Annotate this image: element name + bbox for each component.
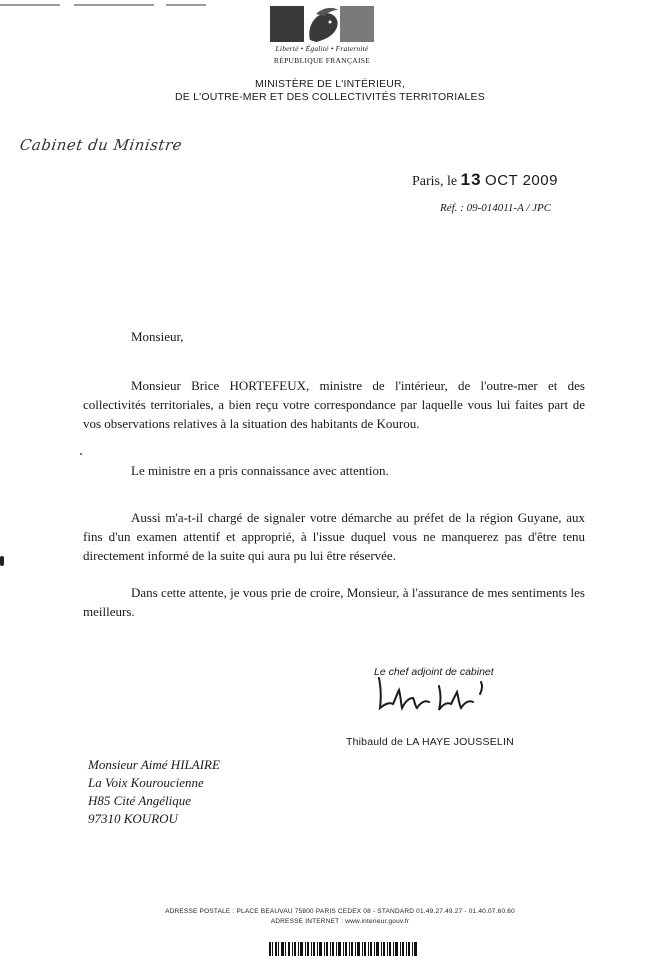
recipient-name: Monsieur Aimé HILAIRE (88, 757, 220, 772)
footer-internet: ADRESSE INTERNET : www.interieur.gouv.fr (270, 918, 410, 925)
date-prefix: Paris, le (412, 174, 458, 189)
body-paragraph (83, 583, 585, 621)
body-paragraph (83, 508, 585, 565)
republic-logo (270, 6, 374, 68)
cabinet-heading: Cabinet du Ministre (18, 136, 184, 154)
recipient-address (88, 756, 220, 828)
scan-mark (80, 453, 82, 455)
date-day: 13 (460, 170, 482, 189)
paragraph-text: Dans cette attente, je vous prie de croire, Monsieur, à l'assurance de mes sentiments les meilleurs. (83, 585, 585, 619)
scan-mark (0, 556, 4, 566)
signatory-name: Thibauld de LA HAYE JOUSSELIN (346, 736, 514, 748)
date-month-year: OCT 2009 (485, 172, 558, 189)
paragraph-text: Aussi m'a-t-il chargé de signaler votre démarche au préfet de la région Guyane, aux fins d'un examen attentif et approprié, à l'issue duquel vous ne manquerez pas d'être tenu directement informé de la suite qui aura pu lui être réservée. (83, 510, 585, 563)
scan-mark (166, 4, 206, 6)
scan-mark (74, 4, 154, 6)
handwritten-signature-icon (375, 674, 495, 718)
body-paragraph (83, 461, 585, 480)
reference-number: Réf. : 09-014011-A / JPC (440, 202, 552, 214)
republic-text: RÉPUBLIQUE FRANÇAISE (273, 56, 371, 65)
scan-mark (0, 4, 60, 6)
recipient-street: H85 Cité Angélique (88, 793, 192, 808)
motto-text: Liberté • Égalité • Fraternité (275, 44, 369, 53)
footer-postal: ADRESSE POSTALE : PLACE BEAUVAU 75800 PARIS CEDEX 08 - STANDARD 01.49.27.49.27 - 01.40.07.60.60 (165, 908, 515, 915)
barcode-icon (269, 942, 419, 956)
recipient-city: 97310 KOUROU (88, 811, 178, 826)
salutation: Monsieur, (131, 329, 184, 344)
body-paragraph (83, 376, 585, 433)
signatory-title: Le chef adjoint de cabinet (374, 666, 494, 678)
recipient-organization: La Voix Kouroucienne (88, 775, 204, 790)
paragraph-text: Le ministre en a pris connaissance avec attention. (131, 463, 389, 478)
ministry-line-2: DE L'OUTRE-MER ET DES COLLECTIVITÉS TERRITORIALES (175, 91, 485, 103)
paragraph-text: Monsieur Brice HORTEFEUX, ministre de l'intérieur, de l'outre-mer et des collectivités territoriales, a bien reçu votre correspondance par laquelle vous lui faites part de vos observations relatives à la situation des habitants de Kourou. (83, 378, 585, 431)
ministry-line-1: MINISTÈRE DE L'INTÉRIEUR, (255, 78, 405, 90)
letter-date (412, 170, 558, 190)
marianne-logo-icon (270, 6, 374, 42)
